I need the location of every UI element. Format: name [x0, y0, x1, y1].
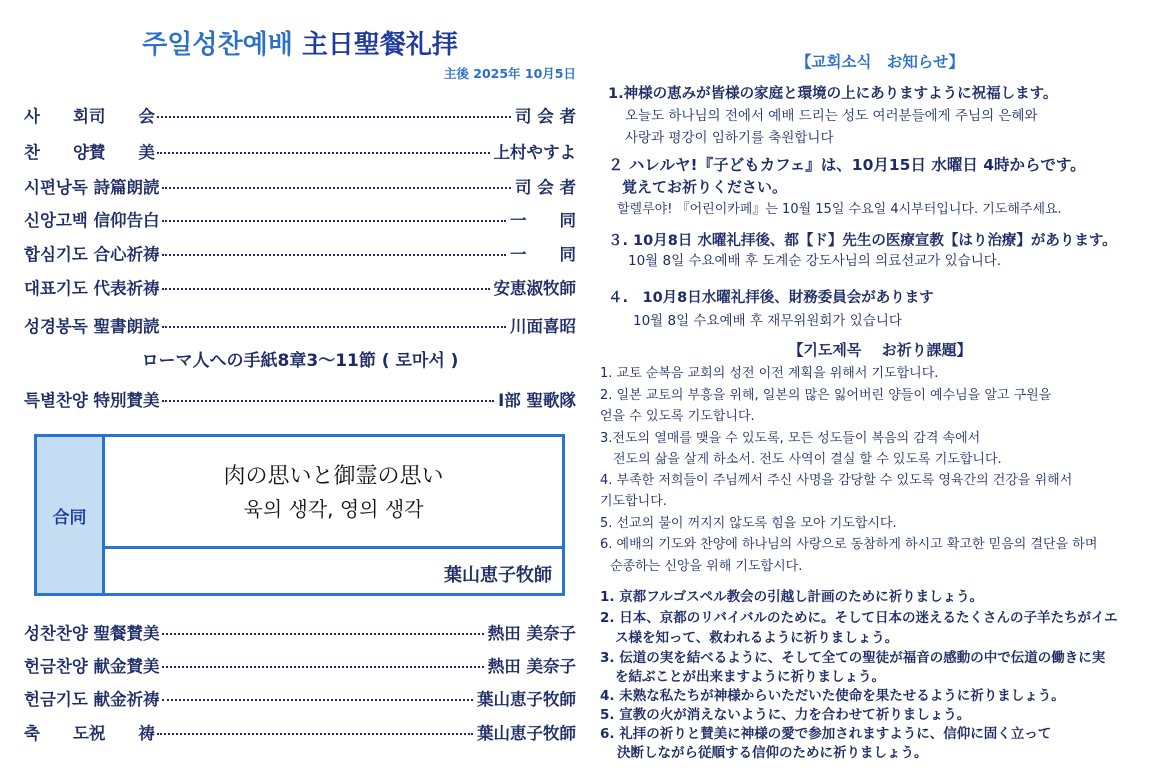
news-line: 覚えてお祈りください。 [622, 178, 788, 196]
order-label: 시편낭독 詩篇朗読 [24, 178, 160, 197]
order-label: 특별찬양 特別賛美 [24, 391, 160, 410]
sermon-title-japanese: 肉の思いと御霊の思い [223, 464, 444, 489]
dot-leader [162, 666, 484, 668]
dot-leader [162, 220, 506, 222]
page-title [0, 24, 600, 61]
order-value: 熱田 美奈子 [487, 657, 576, 676]
order-item [24, 174, 576, 198]
dot-leader [162, 326, 506, 328]
order-item [24, 103, 576, 127]
order-item [24, 620, 576, 644]
sermon-preacher: 葉山恵子牧師 [444, 565, 552, 586]
prayer-line-jp: ス様を知って、救われるように祈りましょう。 [615, 630, 899, 646]
title-japanese: 主日聖餐礼拝 [301, 30, 458, 60]
sermon-side-label: 合同 [37, 437, 105, 593]
dot-leader [157, 116, 511, 118]
order-item-special [24, 387, 576, 411]
scripture-reference: ローマ人への手紙8章3～11節 ( 로마서 ) [141, 351, 459, 371]
order-value: 安恵淑牧師 [493, 279, 576, 298]
prayer-line-jp: 2. 日本、京都のリバイバルのために。そして日本の迷えるたくさんの子羊たちがイエ [600, 610, 1118, 626]
order-item [24, 139, 576, 163]
dot-leader [157, 733, 473, 735]
order-value: 司 会 者 [515, 107, 576, 126]
order-item [24, 275, 576, 299]
news-line: 10월 8일 수요예배 후 재무위원회가 있습니다 [633, 313, 902, 329]
title-korean: 주일성찬예배 [142, 30, 293, 60]
order-label: 합심기도 合心祈祷 [24, 245, 160, 264]
order-item [24, 207, 576, 231]
order-value: 一 同 [510, 211, 576, 230]
order-label: 대표기도 代表祈祷 [24, 279, 160, 298]
order-item [24, 653, 576, 677]
order-item [24, 313, 576, 337]
news-line: ４. 10月8日水曜礼拝後、財務委員会があります [608, 290, 934, 306]
news-line: 사랑과 평강이 임하기를 축원합니다 [625, 130, 834, 146]
dot-leader [162, 400, 495, 402]
sermon-box [34, 434, 565, 596]
order-label: 헌금찬양 献金賛美 [24, 657, 160, 676]
prayer-line-jp: 3. 伝道の実を結べるように、そして全ての聖徒が福音の感動の中で伝道の働きに実 [600, 650, 1106, 666]
dot-leader [162, 699, 473, 701]
prayer-line-jp: 4. 未熟な私たちが神様からいただいた使命を果たせるように祈りましょう。 [600, 688, 1065, 704]
order-value: 司 会 者 [515, 178, 576, 197]
news-line: 1.神様の恵みが皆様の家庭と環境の上にありますように祝福します。 [608, 86, 1058, 102]
order-item [24, 686, 576, 710]
order-item [24, 241, 576, 265]
prayer-line-jp: 5. 宣教の火が消えないように、力を合わせて祈りましょう。 [600, 707, 971, 723]
prayer-line-ko: 전도의 삶을 살게 하소서. 전도 사역이 결실 할 수 있도록 기도합니다. [613, 452, 1002, 467]
prayer-line-ko: 5. 선교의 불이 꺼지지 않도록 힘을 모아 기도합시다. [600, 516, 897, 531]
prayer-line-ko: 2. 일본 교토의 부흥을 위해, 일본의 많은 잃어버린 양들이 예수님을 알고 구원을 [600, 388, 1052, 403]
order-value: 熱田 美奈子 [487, 624, 576, 643]
order-value: 上村やすよ [493, 143, 576, 162]
news-heading: 【교회소식 お知らせ】 [796, 53, 964, 71]
prayer-line-jp: を結ぶことが出来ますように祈りましょう。 [615, 669, 885, 685]
dot-leader [162, 254, 506, 256]
news-line: ３. 10月8日 水曜礼拝後、都【ド】先生の医療宣教【はり治療】があります。 [608, 233, 1117, 249]
order-label: 성찬찬양 聖餐賛美 [24, 624, 160, 643]
dot-leader [162, 187, 511, 189]
order-item [24, 720, 576, 744]
order-value: 葉山恵子牧師 [477, 724, 576, 743]
order-label: 축 도祝 祷 [24, 724, 155, 743]
news-line: 할렐루야! 『어린이카페』는 10월 15일 수요일 4시부터입니다. 기도해주세요. [617, 202, 1062, 217]
order-value: 葉山恵子牧師 [477, 690, 576, 709]
order-label: 신앙고백 信仰告白 [24, 211, 160, 230]
divider [105, 546, 562, 549]
prayer-line-ko: 기도합니다. [600, 494, 667, 509]
prayer-line-ko: 순종하는 신앙을 위해 기도합시다. [610, 559, 803, 574]
dot-leader [157, 152, 490, 154]
prayer-line-ko: 4. 부족한 저희들이 주님께서 주신 사명을 감당할 수 있도록 영육간의 건강을 위해서 [600, 473, 1073, 488]
prayer-line-ko: 6. 예배의 기도와 찬양에 하나님의 사랑으로 동참하게 하시고 확고한 믿음의 결단을 하며 [600, 537, 1098, 552]
prayer-line-jp: 1. 京都フルゴスペル教会の引越し計画のために祈りましょう。 [600, 589, 984, 605]
prayer-heading: 【기도제목 お祈り課題】 [788, 341, 972, 359]
prayer-line-jp: 決断しながら従順する信仰のために祈りましょう。 [617, 745, 928, 761]
news-line: 오늘도 하나님의 전에서 예배 드리는 성도 여러분들에게 주님의 은혜와 [625, 108, 1038, 124]
dot-leader [162, 633, 484, 635]
order-value: 一 同 [510, 245, 576, 264]
order-label: 헌금기도 献金祈祷 [24, 690, 160, 709]
order-value: Ⅰ部 聖歌隊 [498, 391, 576, 410]
order-label: 찬 양賛 美 [24, 143, 155, 162]
order-label: 성경봉독 聖書朗読 [24, 317, 160, 336]
order-label: 사 회司 会 [24, 107, 155, 126]
service-date: 主後 2025年 10月5日 [443, 66, 576, 81]
order-value: 川面喜昭 [510, 317, 576, 336]
sermon-title-korean: 육의 생각, 영의 생각 [243, 497, 424, 521]
prayer-line-ko: 얻을 수 있도록 기도합니다. [600, 409, 755, 424]
prayer-line-ko: 3.전도의 열매를 맺을 수 있도록, 모든 성도들이 복음의 감격 속에서 [600, 431, 981, 446]
news-line: 10월 8일 수요예배 후 도계순 강도사님의 의료선교가 있습니다. [628, 253, 1002, 269]
prayer-line-jp: 6. 礼拝の祈りと賛美に神様の愛で参加されますように、信仰に固く立って [600, 726, 1052, 742]
dot-leader [162, 288, 490, 290]
prayer-line-ko: 1. 교토 순복음 교회의 성전 이전 계획을 위해서 기도합니다. [600, 366, 939, 381]
news-line: ２ ハレルヤ!『子どもカフェ』は、10月15日 水曜日 4時からです。 [608, 156, 1086, 174]
